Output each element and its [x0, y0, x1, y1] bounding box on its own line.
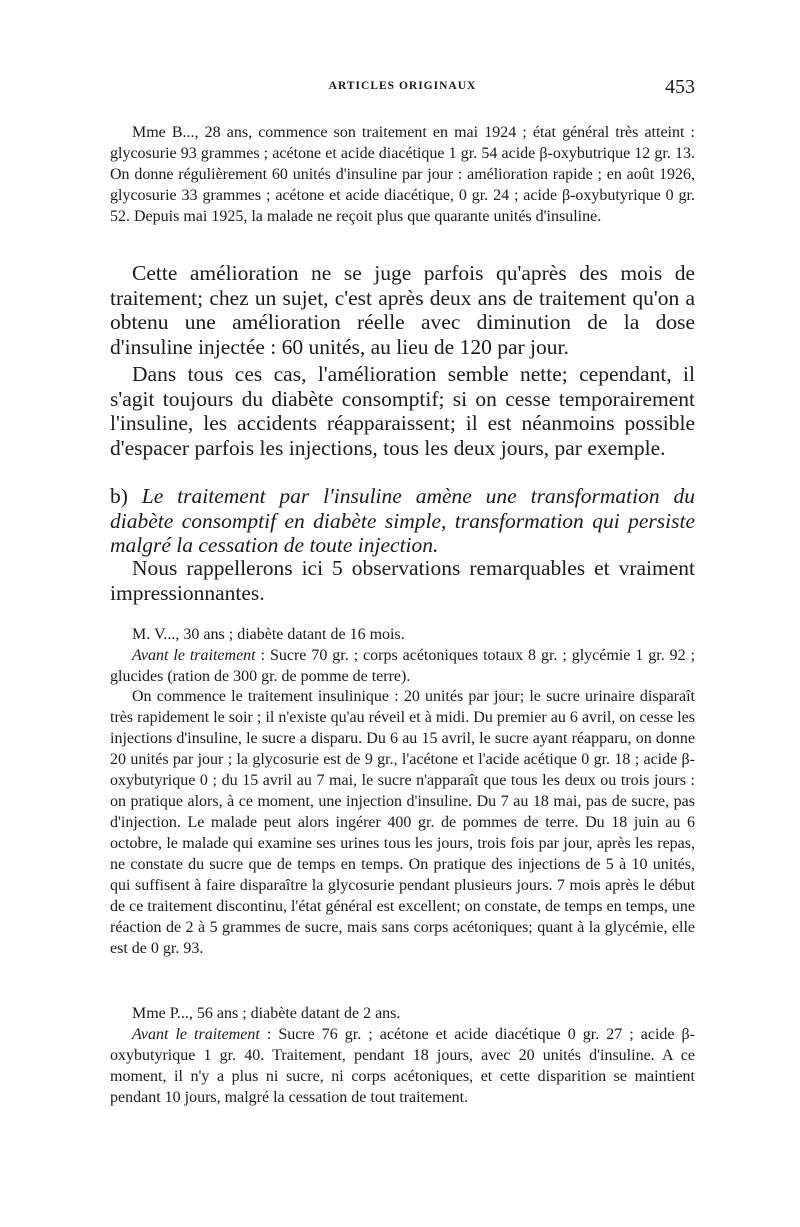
case-mme-p-before-treatment	[110, 1024, 695, 1108]
before-treatment-label: Avant le traitement	[132, 647, 256, 664]
paragraph-observations: Nous rappellerons ici 5 observations remarquables et vraiment impressionnantes.	[110, 556, 695, 605]
before-treatment-label-2: Avant le traitement	[132, 1026, 260, 1043]
page-header	[110, 76, 695, 100]
section-b-heading	[110, 484, 695, 558]
case-title-mme-p: Mme P..., 56 ans ; diabète datant de 2 ans.	[132, 1005, 401, 1022]
before-treatment-text-2: : Sucre 76 gr. ; acétone et acide diacétique 0 gr. 27 ; acide β-oxybutyrique 1 gr. 40. Traitement, pendant 18 jours, avec 20 unités d'insuline. A ce moment, il n'y a plus ni sucre, ni corps acétoniques, et cette disparition se maintient pendant 10 jours, malgré la cessation de tout traitement.	[110, 1026, 696, 1106]
section-b-title: Le traitement par l'insuline amène une transformation du diabète consomptif en diabète simple, transformation qui persiste malgré la cessation de toute injection.	[110, 484, 695, 557]
page-number: 453	[665, 76, 695, 98]
paragraph-amelioration: Cette amélioration ne se juge parfois qu'après des mois de traitement; chez un sujet, c'est après deux ans de traitement qu'on a obtenu une amélioration réelle avec diminution de la dose d'insuline injectée : 60 unités, au lieu de 120 par jour.	[110, 261, 695, 359]
paragraph-consomptif: Dans tous ces cas, l'amélioration semble nette; cependant, il s'agit toujours du diabète consomptif; si on cesse temporairement l'insuline, les accidents réapparaissent; il est néanmoins possible d'espacer parfois les injections, tous les deux jours, par exemple.	[110, 362, 695, 460]
section-b-label: b)	[110, 484, 128, 508]
paragraph-case-mme-b: Mme B..., 28 ans, commence son traitement en mai 1924 ; état général très atteint : glycosurie 93 grammes ; acétone et acide diacétique 1 gr. 54 acide β-oxybutrique 12 gr. 13. On donne régulièrement 60 unités d'insuline par jour : amélioration rapide ; en août 1926, glycosurie 33 grammes ; acétone et acide diacétique, 0 gr. 24 ; acide β-oxybutyrique 0 gr. 52. Depuis mai 1925, la malade ne reçoit plus que quarante unités d'insuline.	[110, 124, 695, 225]
case-m-v-course: On commence le traitement insulinique : 20 unités par jour; le sucre urinaire disparaît très rapidement le soir ; il n'existe qu'au réveil et à midi. Du premier au 6 avril, on cesse les injections d'insuline, le sucre a disparu. Du 6 au 15 avril, le sucre ayant réapparu, on donne 20 unités par jour ; la glycosurie est de 9 gr., l'acétone et l'acide acétique 0 gr. 18 ; acide β-oxybutyrique 0 ; du 15 avril au 7 mai, le sucre n'apparaît que tous les deux ou trois jours : on pratique alors, à ce moment, une injection d'insuline. Du 7 au 18 mai, pas de sucre, pas d'injection. Le malade peut alors ingérer 400 gr. de pommes de terre. Du 18 juin au 6 octobre, le malade qui examine ses urines tous les jours, trois fois par jour, après les repas, ne constate du sucre que de temps en temps. On pratique des injections de 5 à 10 unités, qui suffisent à faire disparaître la glycosurie pendant plusieurs jours. 7 mois après le début de ce traitement discontinu, l'état général est excellent; on constate, de temps en temps, une réaction de 2 à 5 grammes de sucre, mais sans corps acétoniques; quant à la glycémie, elle est de 0 gr. 93.	[110, 688, 695, 957]
case-title-m-v: M. V..., 30 ans ; diabète datant de 16 mois.	[132, 626, 405, 643]
running-head: ARTICLES ORIGINAUX	[328, 80, 477, 92]
before-treatment-text: : Sucre 70 gr. ; corps acétoniques totaux 8 gr. ; glycémie 1 gr. 92 ; glucides (ration de 300 gr. de pomme de terre).	[110, 647, 696, 685]
case-m-v-before-treatment	[110, 645, 695, 687]
